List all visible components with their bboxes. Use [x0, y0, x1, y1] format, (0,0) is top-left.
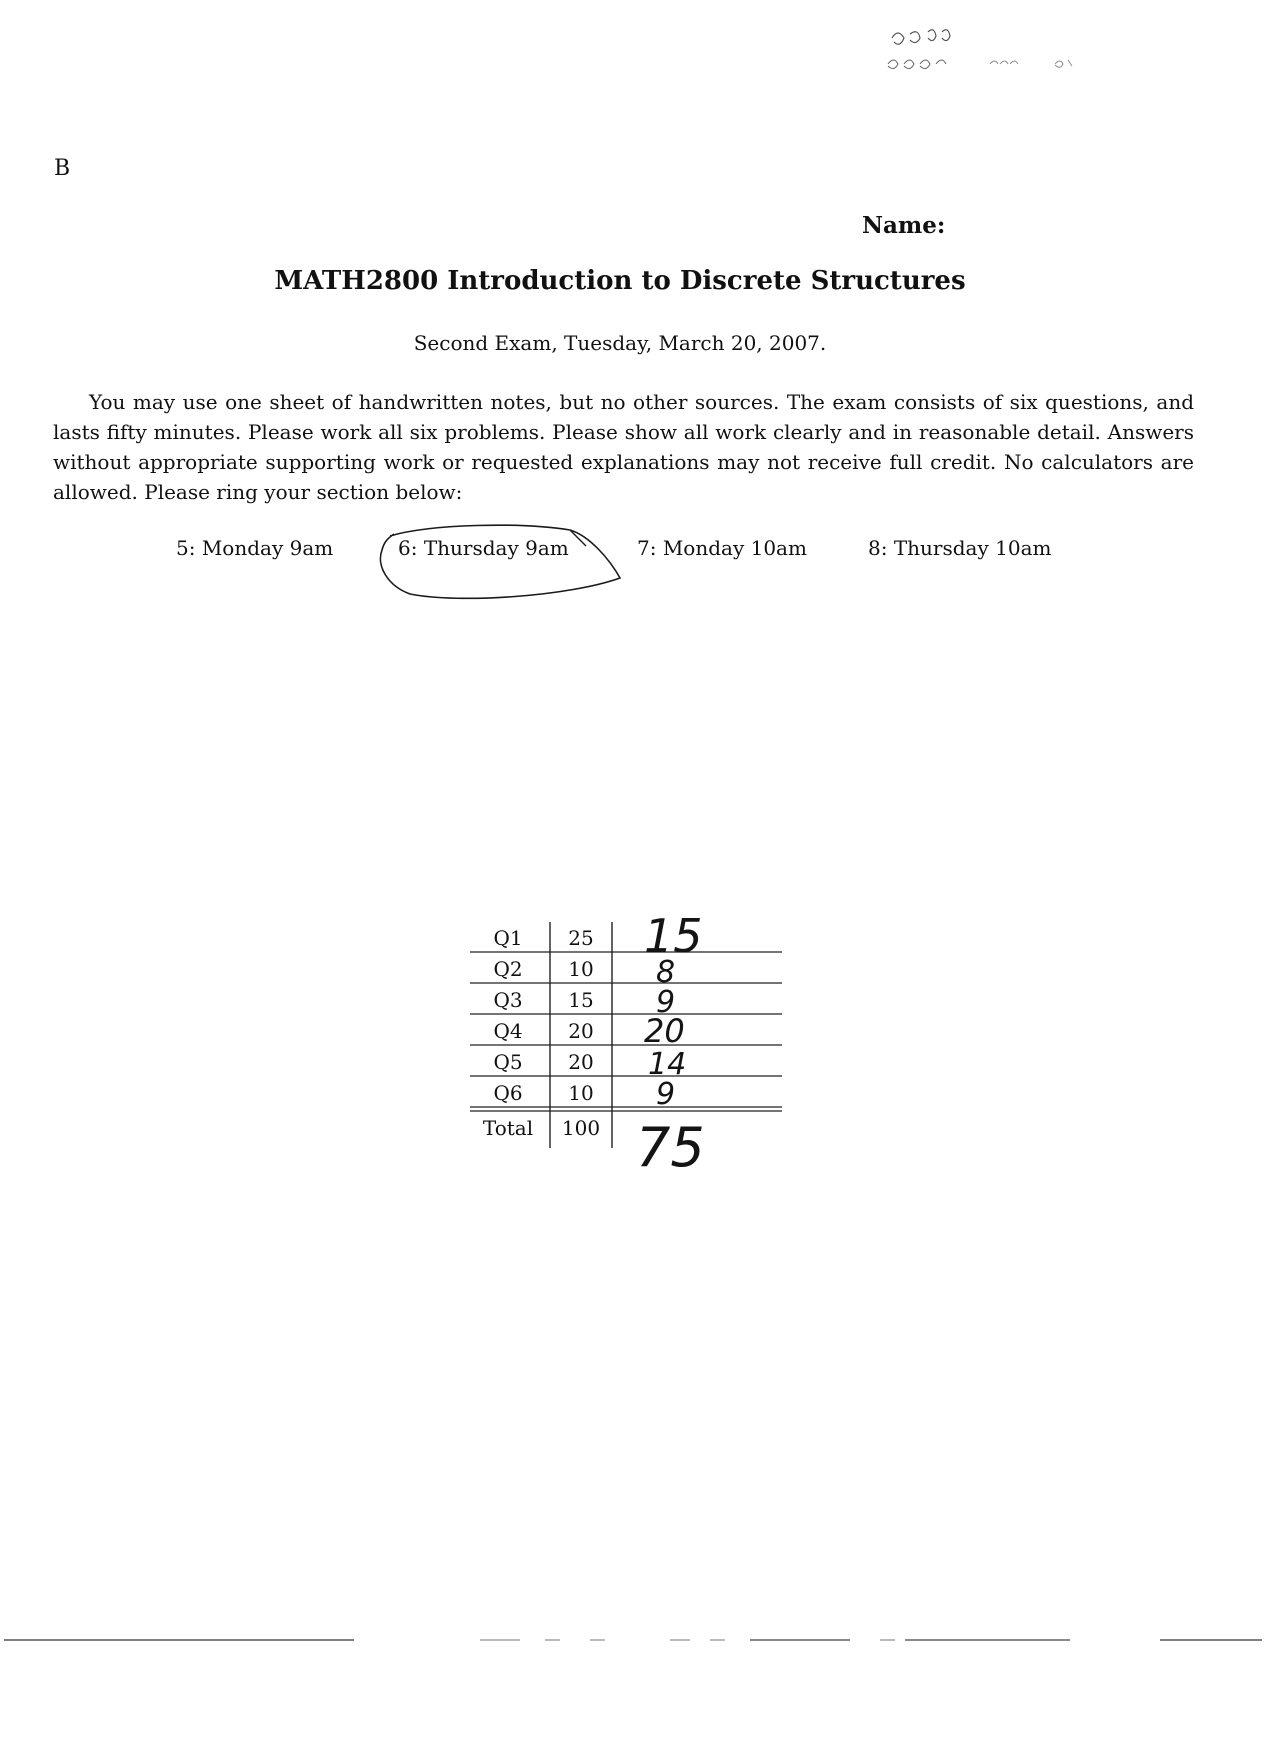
section-option-7: 7: Monday 10am: [637, 536, 807, 560]
score-q1: 15: [644, 909, 703, 963]
row-label-q3: Q3: [493, 988, 523, 1012]
exam-version-letter: B: [54, 156, 71, 181]
row-max-q3: 15: [568, 988, 594, 1012]
section-option-6: 6: Thursday 9am: [398, 536, 569, 560]
row-label-total: Total: [482, 1116, 534, 1140]
row-label-q1: Q1: [493, 926, 523, 950]
score-q6: 9: [656, 1077, 676, 1112]
score-total: 75: [636, 1116, 705, 1179]
row-label-q2: Q2: [493, 957, 523, 981]
score-q2: 8: [656, 955, 676, 990]
row-label-q5: Q5: [493, 1050, 523, 1074]
row-max-q5: 20: [568, 1050, 594, 1074]
row-label-q6: Q6: [493, 1081, 523, 1105]
section-ring-mark: [370, 520, 630, 610]
score-q4: 20: [644, 1012, 685, 1050]
score-table: [468, 909, 782, 1179]
section-option-8: 8: Thursday 10am: [868, 536, 1052, 560]
exam-instructions: You may use one sheet of handwritten notes, but no other sources. The exam consists of six questions, and lasts fifty minutes. Please work all six problems. Please show all work clearly and in reasonable detail. Answers without appropriate supporting work or requested explanations may not receive full credit. No calculators are allowed. Please ring your section below:: [53, 390, 1194, 504]
row-max-q2: 10: [568, 957, 594, 981]
name-label: Name:: [862, 212, 946, 239]
row-max-q1: 25: [568, 926, 594, 950]
exam-subtitle: Second Exam, Tuesday, March 20, 2007.: [413, 331, 827, 355]
course-title: MATH2800 Introduction to Discrete Structures: [274, 266, 966, 296]
row-max-q6: 10: [568, 1081, 594, 1105]
score-q3: 9: [656, 985, 676, 1020]
section-option-5: 5: Monday 9am: [176, 536, 334, 560]
row-max-q4: 20: [568, 1019, 594, 1043]
row-max-total: 100: [561, 1116, 601, 1140]
footer-scan-lines: [0, 1630, 1280, 1650]
corner-stamp-marks: [880, 20, 1100, 80]
score-q5: 14: [648, 1047, 687, 1082]
row-label-q4: Q4: [493, 1019, 523, 1043]
